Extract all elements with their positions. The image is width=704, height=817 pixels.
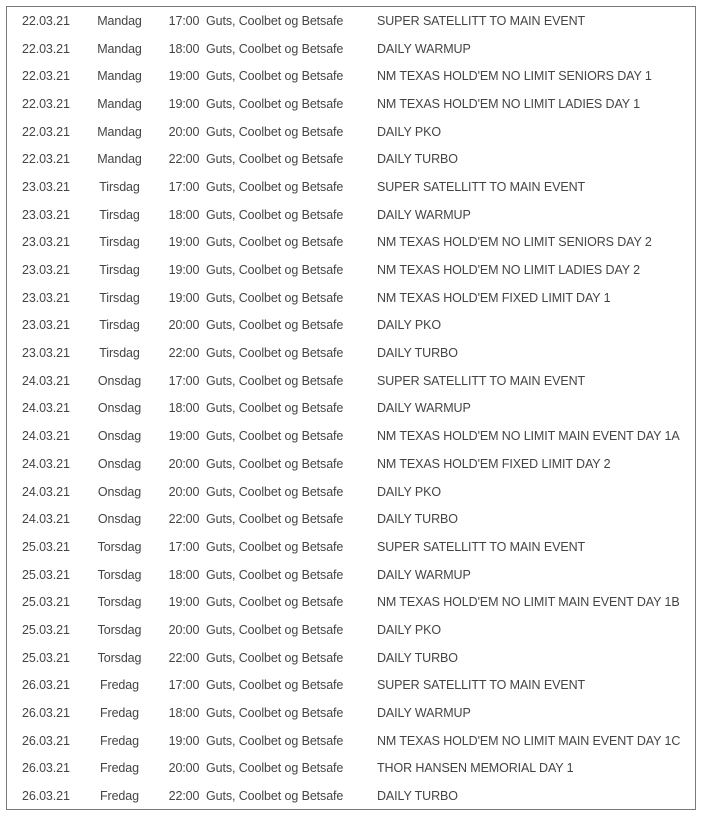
- date-text: 23.03.21: [22, 346, 70, 361]
- day-cell: Tirsdag: [99, 290, 140, 305]
- site-cell: Guts, Coolbet og Betsafe: [206, 346, 344, 361]
- date-text: 24.03.21: [22, 401, 70, 416]
- event-cell: NM TEXAS HOLD'EM FIXED LIMIT DAY 1: [377, 290, 611, 305]
- date-cell: [6, 422, 77, 450]
- date-text: 25.03.21: [22, 650, 70, 665]
- event-cell: DAILY PKO: [377, 318, 441, 333]
- table-row: [6, 229, 696, 257]
- site-cell: Guts, Coolbet og Betsafe: [206, 152, 344, 167]
- day-cell: Torsdag: [97, 539, 142, 554]
- event-cell: SUPER SATELLITT TO MAIN EVENT: [377, 539, 586, 554]
- time-cell: 20:00: [168, 484, 200, 499]
- event-cell: DAILY WARMUP: [377, 567, 471, 582]
- date-text: 25.03.21: [22, 622, 70, 637]
- table-row: [6, 339, 696, 367]
- day-cell: Tirsdag: [99, 235, 140, 250]
- time-cell: 20:00: [168, 761, 200, 776]
- date-text: 26.03.21: [22, 789, 70, 804]
- day-cell: Torsdag: [97, 567, 142, 582]
- event-cell: DAILY WARMUP: [377, 207, 471, 222]
- date-text: 23.03.21: [22, 235, 70, 250]
- date-text: 26.03.21: [22, 761, 70, 776]
- time-cell: 19:00: [168, 69, 200, 84]
- site-cell: Guts, Coolbet og Betsafe: [206, 706, 344, 721]
- table-row: [6, 727, 696, 755]
- time-cell: 18:00: [168, 207, 200, 222]
- time-cell: 18:00: [168, 567, 200, 582]
- date-cell: [6, 782, 77, 810]
- date-text: 22.03.21: [22, 13, 70, 28]
- date-text: 23.03.21: [22, 263, 70, 278]
- day-cell: Tirsdag: [99, 346, 140, 361]
- date-cell: [6, 644, 77, 672]
- event-cell: DAILY PKO: [377, 622, 441, 637]
- site-cell: Guts, Coolbet og Betsafe: [206, 263, 344, 278]
- date-cell: [6, 395, 77, 423]
- date-cell: [6, 755, 77, 783]
- day-cell: Tirsdag: [99, 263, 140, 278]
- date-cell: [6, 256, 77, 284]
- site-cell: Guts, Coolbet og Betsafe: [206, 567, 344, 582]
- event-cell: DAILY WARMUP: [377, 401, 471, 416]
- time-cell: 19:00: [168, 96, 200, 111]
- table-row: [6, 312, 696, 340]
- date-text: 23.03.21: [22, 179, 70, 194]
- event-cell: DAILY TURBO: [377, 152, 458, 167]
- table-row: [6, 478, 696, 506]
- event-cell: SUPER SATELLITT TO MAIN EVENT: [377, 678, 586, 693]
- day-cell: Tirsdag: [99, 207, 140, 222]
- site-cell: Guts, Coolbet og Betsafe: [206, 179, 344, 194]
- table-row: [6, 201, 696, 229]
- date-text: 25.03.21: [22, 539, 70, 554]
- table-row: [6, 284, 696, 312]
- table-row: [6, 505, 696, 533]
- day-cell: Fredag: [99, 706, 139, 721]
- site-cell: Guts, Coolbet og Betsafe: [206, 789, 344, 804]
- event-cell: NM TEXAS HOLD'EM NO LIMIT SENIORS DAY 1: [377, 69, 652, 84]
- date-text: 24.03.21: [22, 484, 70, 499]
- event-cell: THOR HANSEN MEMORIAL DAY 1: [377, 761, 574, 776]
- date-text: 23.03.21: [22, 207, 70, 222]
- table-row: [6, 616, 696, 644]
- date-cell: [6, 616, 77, 644]
- day-cell: Torsdag: [97, 595, 142, 610]
- date-text: 22.03.21: [22, 41, 70, 56]
- site-cell: Guts, Coolbet og Betsafe: [206, 318, 344, 333]
- site-cell: Guts, Coolbet og Betsafe: [206, 13, 344, 28]
- time-cell: 22:00: [168, 512, 200, 527]
- date-cell: [6, 312, 77, 340]
- day-cell: Onsdag: [97, 401, 142, 416]
- event-cell: SUPER SATELLITT TO MAIN EVENT: [377, 179, 586, 194]
- time-cell: 19:00: [168, 733, 200, 748]
- table-row: [6, 35, 696, 63]
- time-cell: 17:00: [168, 678, 200, 693]
- day-cell: Onsdag: [97, 373, 142, 388]
- table-row: [6, 422, 696, 450]
- table-row: [6, 782, 696, 810]
- table-row: [6, 588, 696, 616]
- table-row: [6, 118, 696, 146]
- date-cell: [6, 450, 77, 478]
- day-cell: Onsdag: [97, 484, 142, 499]
- site-cell: Guts, Coolbet og Betsafe: [206, 733, 344, 748]
- event-cell: SUPER SATELLITT TO MAIN EVENT: [377, 373, 586, 388]
- event-cell: DAILY PKO: [377, 124, 441, 139]
- date-text: 26.03.21: [22, 678, 70, 693]
- site-cell: Guts, Coolbet og Betsafe: [206, 69, 344, 84]
- site-cell: Guts, Coolbet og Betsafe: [206, 456, 344, 471]
- date-cell: [6, 588, 77, 616]
- day-cell: Mandag: [97, 96, 142, 111]
- time-cell: 18:00: [168, 401, 200, 416]
- day-cell: Fredag: [99, 733, 139, 748]
- time-cell: 17:00: [168, 539, 200, 554]
- date-cell: [6, 533, 77, 561]
- site-cell: Guts, Coolbet og Betsafe: [206, 235, 344, 250]
- date-cell: [6, 672, 77, 700]
- date-text: 24.03.21: [22, 456, 70, 471]
- time-cell: 20:00: [168, 318, 200, 333]
- date-cell: [6, 35, 77, 63]
- date-cell: [6, 699, 77, 727]
- day-cell: Mandag: [97, 69, 142, 84]
- event-cell: DAILY PKO: [377, 484, 441, 499]
- event-cell: NM TEXAS HOLD'EM NO LIMIT MAIN EVENT DAY 1B: [377, 595, 680, 610]
- date-cell: [6, 367, 77, 395]
- time-cell: 19:00: [168, 595, 200, 610]
- date-text: 25.03.21: [22, 567, 70, 582]
- date-cell: [6, 229, 77, 257]
- site-cell: Guts, Coolbet og Betsafe: [206, 650, 344, 665]
- table-row: [6, 450, 696, 478]
- day-cell: Mandag: [97, 152, 142, 167]
- date-text: 22.03.21: [22, 124, 70, 139]
- date-text: 22.03.21: [22, 152, 70, 167]
- event-cell: SUPER SATELLITT TO MAIN EVENT: [377, 13, 586, 28]
- day-cell: Fredag: [99, 678, 139, 693]
- event-cell: DAILY TURBO: [377, 512, 458, 527]
- date-text: 24.03.21: [22, 373, 70, 388]
- day-cell: Fredag: [99, 761, 139, 776]
- date-text: 22.03.21: [22, 96, 70, 111]
- time-cell: 19:00: [168, 429, 200, 444]
- time-cell: 19:00: [168, 263, 200, 278]
- event-cell: DAILY WARMUP: [377, 706, 471, 721]
- time-cell: 19:00: [168, 235, 200, 250]
- site-cell: Guts, Coolbet og Betsafe: [206, 761, 344, 776]
- time-cell: 17:00: [168, 373, 200, 388]
- event-cell: NM TEXAS HOLD'EM NO LIMIT MAIN EVENT DAY 1A: [377, 429, 680, 444]
- time-cell: 17:00: [168, 13, 200, 28]
- day-cell: Mandag: [97, 13, 142, 28]
- time-cell: 17:00: [168, 179, 200, 194]
- table-row: [6, 561, 696, 589]
- time-cell: 18:00: [168, 41, 200, 56]
- time-cell: 20:00: [168, 456, 200, 471]
- table-row: [6, 755, 696, 783]
- table-row: [6, 533, 696, 561]
- event-cell: DAILY TURBO: [377, 789, 458, 804]
- date-cell: [6, 505, 77, 533]
- event-cell: NM TEXAS HOLD'EM NO LIMIT MAIN EVENT DAY 1C: [377, 733, 681, 748]
- table-row: [6, 395, 696, 423]
- site-cell: Guts, Coolbet og Betsafe: [206, 401, 344, 416]
- day-cell: Tirsdag: [99, 318, 140, 333]
- date-cell: [6, 339, 77, 367]
- site-cell: Guts, Coolbet og Betsafe: [206, 124, 344, 139]
- day-cell: Onsdag: [97, 512, 142, 527]
- table-row: [6, 90, 696, 118]
- day-cell: Torsdag: [97, 622, 142, 637]
- site-cell: Guts, Coolbet og Betsafe: [206, 484, 344, 499]
- day-cell: Tirsdag: [99, 179, 140, 194]
- event-cell: NM TEXAS HOLD'EM NO LIMIT LADIES DAY 2: [377, 263, 641, 278]
- date-text: 26.03.21: [22, 706, 70, 721]
- site-cell: Guts, Coolbet og Betsafe: [206, 429, 344, 444]
- event-cell: NM TEXAS HOLD'EM FIXED LIMIT DAY 2: [377, 456, 611, 471]
- time-cell: 22:00: [168, 346, 200, 361]
- date-cell: [6, 561, 77, 589]
- table-row: [6, 173, 696, 201]
- date-cell: [6, 118, 77, 146]
- site-cell: Guts, Coolbet og Betsafe: [206, 41, 344, 56]
- time-cell: 20:00: [168, 622, 200, 637]
- date-cell: [6, 7, 77, 35]
- day-cell: Mandag: [97, 41, 142, 56]
- table-row: [6, 7, 696, 35]
- site-cell: Guts, Coolbet og Betsafe: [206, 512, 344, 527]
- date-cell: [6, 478, 77, 506]
- time-cell: 22:00: [168, 789, 200, 804]
- site-cell: Guts, Coolbet og Betsafe: [206, 678, 344, 693]
- day-cell: Fredag: [99, 789, 139, 804]
- event-cell: DAILY TURBO: [377, 650, 458, 665]
- date-text: 26.03.21: [22, 733, 70, 748]
- event-cell: NM TEXAS HOLD'EM NO LIMIT SENIORS DAY 2: [377, 235, 652, 250]
- date-text: 25.03.21: [22, 595, 70, 610]
- date-cell: [6, 145, 77, 173]
- event-cell: DAILY TURBO: [377, 346, 458, 361]
- date-text: 23.03.21: [22, 318, 70, 333]
- day-cell: Torsdag: [97, 650, 142, 665]
- time-cell: 19:00: [168, 290, 200, 305]
- time-cell: 22:00: [168, 650, 200, 665]
- date-cell: [6, 90, 77, 118]
- table-row: [6, 256, 696, 284]
- site-cell: Guts, Coolbet og Betsafe: [206, 96, 344, 111]
- site-cell: Guts, Coolbet og Betsafe: [206, 622, 344, 637]
- table-row: [6, 699, 696, 727]
- event-cell: NM TEXAS HOLD'EM NO LIMIT LADIES DAY 1: [377, 96, 641, 111]
- table-row: [6, 145, 696, 173]
- time-cell: 22:00: [168, 152, 200, 167]
- site-cell: Guts, Coolbet og Betsafe: [206, 207, 344, 222]
- site-cell: Guts, Coolbet og Betsafe: [206, 290, 344, 305]
- date-cell: [6, 727, 77, 755]
- day-cell: Mandag: [97, 124, 142, 139]
- schedule-table: [6, 7, 696, 810]
- site-cell: Guts, Coolbet og Betsafe: [206, 539, 344, 554]
- date-cell: [6, 62, 77, 90]
- table-row: [6, 644, 696, 672]
- table-row: [6, 367, 696, 395]
- date-cell: [6, 201, 77, 229]
- table-row: [6, 62, 696, 90]
- date-text: 24.03.21: [22, 512, 70, 527]
- date-cell: [6, 284, 77, 312]
- date-cell: [6, 173, 77, 201]
- time-cell: 18:00: [168, 706, 200, 721]
- date-text: 22.03.21: [22, 69, 70, 84]
- date-text: 24.03.21: [22, 429, 70, 444]
- event-cell: DAILY WARMUP: [377, 41, 471, 56]
- date-text: 23.03.21: [22, 290, 70, 305]
- time-cell: 20:00: [168, 124, 200, 139]
- schedule-table-body: [6, 7, 696, 810]
- table-row: [6, 672, 696, 700]
- site-cell: Guts, Coolbet og Betsafe: [206, 373, 344, 388]
- site-cell: Guts, Coolbet og Betsafe: [206, 595, 344, 610]
- day-cell: Onsdag: [97, 456, 142, 471]
- day-cell: Onsdag: [97, 429, 142, 444]
